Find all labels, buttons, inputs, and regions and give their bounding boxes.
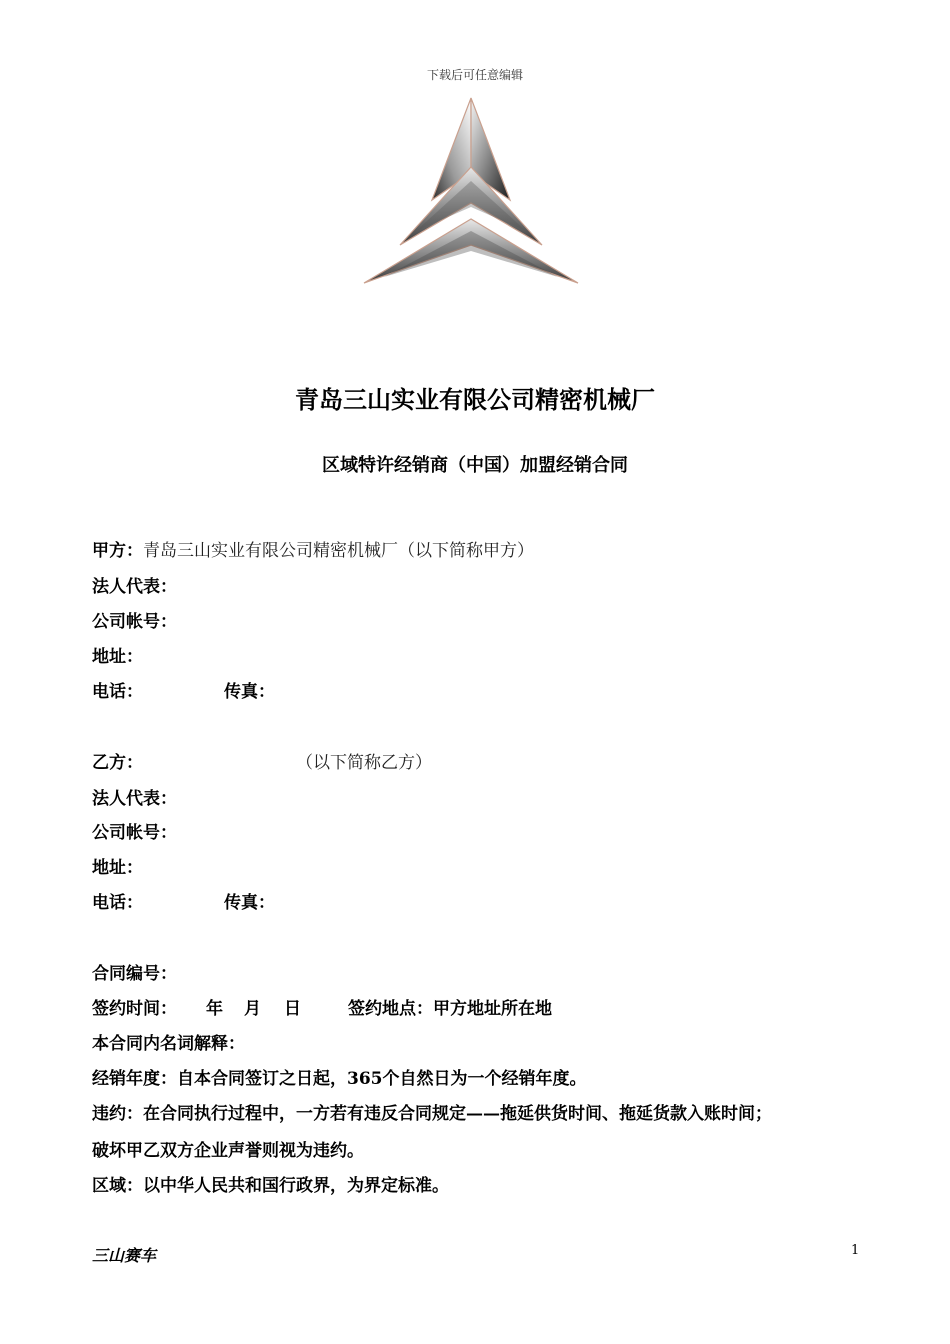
terms-heading: 本合同内名词解释： bbox=[92, 1034, 245, 1054]
contract-number: 合同编号： bbox=[92, 964, 177, 984]
sign-day: 日 bbox=[284, 999, 301, 1019]
sign-time-label: 签约时间： bbox=[92, 999, 177, 1019]
party-b-legal-rep: 法人代表： bbox=[92, 789, 177, 809]
sign-month: 月 bbox=[244, 999, 261, 1019]
party-a-phone: 电话： bbox=[92, 682, 143, 702]
document-subtitle: 区域特许经销商（中国）加盟经销合同 bbox=[322, 455, 628, 476]
party-b-suffix: （以下简称乙方） bbox=[296, 753, 432, 773]
party-a-fax: 传真： bbox=[224, 682, 275, 702]
term-breach-line-1: 违约：在合同执行过程中，一方若有违反合同规定——拖延供货时间、拖延货款入账时间； bbox=[92, 1104, 772, 1124]
page-number: 1 bbox=[851, 1243, 860, 1258]
party-a-name: 青岛三山实业有限公司精密机械厂（以下简称甲方） bbox=[143, 541, 534, 561]
sign-place: 签约地点：甲方地址所在地 bbox=[348, 999, 552, 1019]
party-a-address: 地址： bbox=[92, 647, 143, 667]
party-b-label: 乙方： bbox=[92, 753, 143, 773]
party-b-address: 地址： bbox=[92, 858, 143, 878]
term-region: 区域：以中华人民共和国行政界，为界定标准。 bbox=[92, 1176, 449, 1196]
party-a-line bbox=[92, 536, 534, 561]
term-breach-line-2: 破坏甲乙双方企业声誉则视为违约。 bbox=[92, 1141, 364, 1161]
party-a-account: 公司帐号： bbox=[92, 612, 177, 632]
footer-brand: 三山赛车 bbox=[92, 1246, 157, 1265]
document-title: 青岛三山实业有限公司精密机械厂 bbox=[295, 386, 655, 414]
party-b-account: 公司帐号： bbox=[92, 823, 177, 843]
sign-year: 年 bbox=[206, 999, 223, 1019]
party-b-fax: 传真： bbox=[224, 893, 275, 913]
term-business-year: 经销年度：自本合同签订之日起，365个自然日为一个经销年度。 bbox=[92, 1069, 587, 1089]
party-b-phone: 电话： bbox=[92, 893, 143, 913]
company-logo bbox=[360, 95, 582, 287]
header-note: 下载后可任意编辑 bbox=[426, 68, 523, 82]
party-a-label: 甲方： bbox=[92, 541, 143, 561]
party-a-legal-rep: 法人代表： bbox=[92, 577, 177, 597]
